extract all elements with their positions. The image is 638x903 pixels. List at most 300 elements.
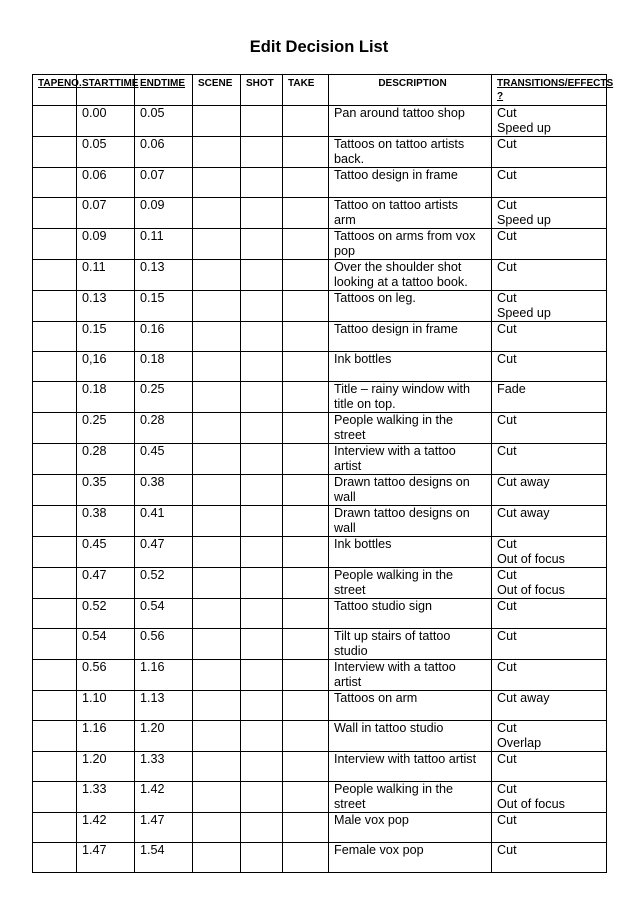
cell-description-line: People walking in the [334, 568, 454, 582]
cell-description [329, 106, 492, 137]
cell-transitions-effects-line: Out of focus [497, 797, 565, 811]
cell-description [329, 843, 492, 873]
cell-scene [193, 168, 241, 198]
cell-transitions-effects-line: Overlap [497, 736, 542, 750]
cell-scene [193, 599, 241, 629]
column-header-transitions-effects [492, 75, 614, 106]
cell-shot [241, 352, 283, 382]
cell-transitions-effects [492, 475, 607, 506]
cell-start-time: 1.42 [77, 813, 135, 843]
cell-shot [241, 843, 283, 873]
cell-take [283, 475, 329, 506]
table-row [33, 168, 607, 198]
cell-tape-no [33, 444, 77, 475]
table-row [33, 782, 607, 813]
cell-transitions-effects-line: Cut [497, 537, 517, 551]
cell-description-line: Title – rainy window with [334, 382, 471, 396]
table-row [33, 537, 607, 568]
cell-transitions-effects-line: Cut [497, 106, 517, 120]
cell-tape-no [33, 198, 77, 229]
table-row [33, 260, 607, 291]
cell-transitions-effects [492, 506, 607, 537]
cell-transitions-effects-line: Fade [497, 382, 526, 396]
cell-description-line: Drawn tattoo designs on [334, 506, 470, 520]
cell-description-line: Tilt up stairs of tattoo [334, 629, 451, 643]
cell-take [283, 629, 329, 660]
cell-start-time: 0.07 [77, 198, 135, 229]
header-line: SHOT [246, 78, 274, 89]
cell-description [329, 599, 492, 629]
cell-description-line: Ink bottles [334, 537, 392, 551]
cell-tape-no [33, 382, 77, 413]
column-header-end-time [135, 75, 193, 106]
cell-transitions-effects [492, 813, 607, 843]
cell-transitions-effects [492, 291, 607, 322]
cell-description-line: Tattoos on leg. [334, 291, 416, 305]
cell-tape-no [33, 137, 77, 168]
cell-shot [241, 599, 283, 629]
cell-scene [193, 106, 241, 137]
cell-description [329, 322, 492, 352]
cell-description [329, 813, 492, 843]
cell-transitions-effects-line: Out of focus [497, 583, 565, 597]
cell-end-time: 0.52 [135, 568, 193, 599]
cell-transitions-effects-line: Cut [497, 444, 517, 458]
cell-transitions-effects [492, 537, 607, 568]
cell-take [283, 444, 329, 475]
cell-tape-no [33, 106, 77, 137]
cell-shot [241, 660, 283, 691]
cell-description-line: looking at a tattoo book. [334, 275, 468, 289]
column-header-description [329, 75, 492, 106]
cell-transitions-effects-line: Speed up [497, 121, 551, 135]
cell-scene [193, 752, 241, 782]
cell-tape-no [33, 291, 77, 322]
table-row [33, 691, 607, 721]
cell-transitions-effects-line: Out of focus [497, 552, 565, 566]
cell-scene [193, 782, 241, 813]
cell-transitions-effects [492, 444, 607, 475]
cell-description [329, 291, 492, 322]
cell-transitions-effects-line: Cut [497, 413, 517, 427]
cell-end-time: 0.06 [135, 137, 193, 168]
cell-tape-no [33, 260, 77, 291]
cell-description [329, 352, 492, 382]
cell-transitions-effects-line: Cut [497, 229, 517, 243]
cell-start-time: 0,16 [77, 352, 135, 382]
cell-tape-no [33, 813, 77, 843]
cell-transitions-effects [492, 691, 607, 721]
cell-transitions-effects-line: Cut [497, 782, 517, 796]
cell-start-time: 0.18 [77, 382, 135, 413]
header-line: TIME [161, 78, 186, 89]
cell-shot [241, 229, 283, 260]
cell-take [283, 691, 329, 721]
cell-transitions-effects-line: Cut [497, 629, 517, 643]
cell-take [283, 322, 329, 352]
cell-transitions-effects [492, 382, 607, 413]
cell-take [283, 843, 329, 873]
header-row [33, 75, 607, 106]
cell-start-time: 0.56 [77, 660, 135, 691]
header-line: TAKE [288, 78, 315, 89]
cell-description [329, 721, 492, 752]
cell-scene [193, 813, 241, 843]
cell-end-time: 1.42 [135, 782, 193, 813]
cell-take [283, 260, 329, 291]
cell-description [329, 260, 492, 291]
cell-description-line: Pan around tattoo shop [334, 106, 465, 120]
cell-start-time: 0.11 [77, 260, 135, 291]
cell-transitions-effects-line: Speed up [497, 213, 551, 227]
cell-tape-no [33, 322, 77, 352]
cell-transitions-effects-line: Cut [497, 752, 517, 766]
cell-start-time: 0.54 [77, 629, 135, 660]
cell-start-time: 1.33 [77, 782, 135, 813]
cell-transitions-effects-line: Cut away [497, 475, 550, 489]
cell-scene [193, 229, 241, 260]
header-line: TAPE [38, 78, 64, 89]
cell-description-line: Tattoos on arm [334, 691, 418, 705]
cell-take [283, 106, 329, 137]
cell-transitions-effects [492, 137, 607, 168]
table-row [33, 106, 607, 137]
cell-description [329, 444, 492, 475]
cell-description-line: Tattoo studio sign [334, 599, 433, 613]
cell-transitions-effects [492, 721, 607, 752]
page-title: Edit Decision List [249, 38, 389, 56]
cell-description-line: arm [334, 213, 356, 227]
table-row [33, 813, 607, 843]
cell-end-time: 0.47 [135, 537, 193, 568]
cell-transitions-effects-line: Cut [497, 813, 517, 827]
cell-transitions-effects-line: Cut [497, 168, 517, 182]
cell-take [283, 291, 329, 322]
cell-tape-no [33, 691, 77, 721]
header-line: EFFECTS ? [497, 78, 614, 102]
table-row [33, 322, 607, 352]
table-row [33, 413, 607, 444]
cell-description-line: Tattoo design in frame [334, 322, 458, 336]
cell-tape-no [33, 843, 77, 873]
cell-end-time: 0.25 [135, 382, 193, 413]
table-row [33, 660, 607, 691]
table-row [33, 291, 607, 322]
cell-end-time: 0.56 [135, 629, 193, 660]
cell-tape-no [33, 475, 77, 506]
cell-transitions-effects-line: Cut [497, 260, 517, 274]
cell-start-time: 1.20 [77, 752, 135, 782]
cell-scene [193, 843, 241, 873]
table-row [33, 137, 607, 168]
edit-decision-table [32, 74, 614, 873]
cell-transitions-effects [492, 660, 607, 691]
cell-tape-no [33, 413, 77, 444]
cell-start-time: 1.16 [77, 721, 135, 752]
cell-shot [241, 721, 283, 752]
cell-shot [241, 506, 283, 537]
cell-description [329, 660, 492, 691]
cell-description [329, 413, 492, 444]
cell-transitions-effects [492, 568, 607, 599]
cell-shot [241, 260, 283, 291]
cell-end-time: 0.09 [135, 198, 193, 229]
cell-transitions-effects [492, 322, 607, 352]
cell-transitions-effects [492, 599, 607, 629]
cell-shot [241, 568, 283, 599]
cell-description-line: wall [334, 521, 356, 535]
table-row [33, 444, 607, 475]
cell-scene [193, 629, 241, 660]
table-body [33, 106, 607, 873]
cell-shot [241, 106, 283, 137]
cell-transitions-effects-line: Cut [497, 660, 517, 674]
cell-description-line: Ink bottles [334, 352, 392, 366]
cell-scene [193, 382, 241, 413]
table-header [33, 75, 614, 106]
cell-shot [241, 691, 283, 721]
cell-scene [193, 413, 241, 444]
cell-description-line: Tattoo design in frame [334, 168, 458, 182]
cell-description-line: Interview with tattoo artist [334, 752, 477, 766]
cell-description-line: Male vox pop [334, 813, 409, 827]
cell-take [283, 229, 329, 260]
cell-transitions-effects [492, 168, 607, 198]
cell-shot [241, 782, 283, 813]
table-row [33, 629, 607, 660]
cell-description-line: Interview with a tattoo [334, 660, 456, 674]
cell-shot [241, 629, 283, 660]
cell-take [283, 137, 329, 168]
cell-description-line: Drawn tattoo designs on [334, 475, 470, 489]
cell-take [283, 198, 329, 229]
cell-take [283, 782, 329, 813]
column-header-tape-no [33, 75, 82, 106]
cell-description [329, 137, 492, 168]
cell-shot [241, 291, 283, 322]
cell-start-time: 0.05 [77, 137, 135, 168]
cell-scene [193, 568, 241, 599]
cell-description-line: Interview with a tattoo [334, 444, 456, 458]
cell-transitions-effects [492, 413, 607, 444]
cell-start-time: 0.09 [77, 229, 135, 260]
cell-description-line: Female vox pop [334, 843, 424, 857]
table-row [33, 721, 607, 752]
cell-start-time: 0.45 [77, 537, 135, 568]
header-line: NO. [63, 78, 82, 89]
cell-transitions-effects-line: Cut [497, 198, 517, 212]
cell-transitions-effects-line: Speed up [497, 306, 551, 320]
cell-end-time: 0.15 [135, 291, 193, 322]
cell-scene [193, 660, 241, 691]
cell-tape-no [33, 752, 77, 782]
cell-tape-no [33, 721, 77, 752]
cell-transitions-effects-line: Cut [497, 599, 517, 613]
cell-transitions-effects [492, 229, 607, 260]
cell-start-time: 0.52 [77, 599, 135, 629]
cell-scene [193, 198, 241, 229]
cell-take [283, 599, 329, 629]
cell-end-time: 0.05 [135, 106, 193, 137]
column-header-start-time [77, 75, 139, 106]
cell-transitions-effects [492, 782, 607, 813]
cell-description [329, 229, 492, 260]
cell-shot [241, 813, 283, 843]
cell-start-time: 0.25 [77, 413, 135, 444]
column-header-scene [193, 75, 241, 106]
cell-start-time: 0.28 [77, 444, 135, 475]
cell-transitions-effects-line: Cut [497, 137, 517, 151]
cell-tape-no [33, 229, 77, 260]
cell-transitions-effects-line: Cut [497, 291, 517, 305]
table-row [33, 352, 607, 382]
cell-tape-no [33, 506, 77, 537]
cell-end-time: 0.11 [135, 229, 193, 260]
cell-end-time: 0.28 [135, 413, 193, 444]
cell-take [283, 413, 329, 444]
cell-tape-no [33, 660, 77, 691]
cell-start-time: 0.38 [77, 506, 135, 537]
cell-description-line: Tattoo on tattoo artists [334, 198, 458, 212]
cell-transitions-effects [492, 752, 607, 782]
cell-start-time: 0.35 [77, 475, 135, 506]
cell-tape-no [33, 568, 77, 599]
cell-transitions-effects [492, 106, 607, 137]
cell-tape-no [33, 168, 77, 198]
cell-transitions-effects-line: Cut [497, 568, 517, 582]
cell-description [329, 382, 492, 413]
cell-description [329, 506, 492, 537]
cell-start-time: 1.10 [77, 691, 135, 721]
cell-shot [241, 413, 283, 444]
cell-tape-no [33, 629, 77, 660]
cell-start-time: 0.47 [77, 568, 135, 599]
cell-scene [193, 352, 241, 382]
cell-end-time: 1.13 [135, 691, 193, 721]
cell-take [283, 382, 329, 413]
header-line: SCENE [198, 78, 233, 89]
cell-description-line: studio [334, 644, 368, 658]
table-row [33, 198, 607, 229]
cell-description [329, 629, 492, 660]
cell-take [283, 168, 329, 198]
cell-take [283, 506, 329, 537]
table-row [33, 752, 607, 782]
cell-start-time: 0.06 [77, 168, 135, 198]
cell-transitions-effects [492, 198, 607, 229]
cell-shot [241, 752, 283, 782]
cell-transitions-effects [492, 843, 607, 873]
cell-end-time: 0.38 [135, 475, 193, 506]
cell-shot [241, 322, 283, 352]
cell-description [329, 198, 492, 229]
column-header-take [283, 75, 329, 106]
cell-end-time: 0.45 [135, 444, 193, 475]
cell-description-line: Tattoos on arms from vox [334, 229, 476, 243]
cell-description [329, 752, 492, 782]
cell-description-line: street [334, 428, 366, 442]
header-line: END [140, 78, 162, 89]
cell-start-time: 1.47 [77, 843, 135, 873]
cell-transitions-effects-line: Cut [497, 352, 517, 366]
header-line: DESCRIPTION [378, 78, 447, 89]
cell-description-line: title on top. [334, 397, 396, 411]
cell-description [329, 691, 492, 721]
cell-shot [241, 475, 283, 506]
cell-scene [193, 322, 241, 352]
cell-description-line: People walking in the [334, 782, 454, 796]
cell-end-time: 0.18 [135, 352, 193, 382]
cell-transitions-effects [492, 629, 607, 660]
cell-tape-no [33, 352, 77, 382]
cell-description-line: Over the shoulder shot [334, 260, 462, 274]
cell-description-line: back. [334, 152, 365, 166]
table-row [33, 229, 607, 260]
cell-description [329, 568, 492, 599]
cell-tape-no [33, 782, 77, 813]
cell-scene [193, 506, 241, 537]
cell-take [283, 537, 329, 568]
cell-scene [193, 291, 241, 322]
cell-scene [193, 691, 241, 721]
cell-end-time: 1.20 [135, 721, 193, 752]
cell-shot [241, 444, 283, 475]
cell-description-line: artist [334, 675, 362, 689]
header-line: TIME [114, 78, 139, 89]
cell-start-time: 0.00 [77, 106, 135, 137]
table-row [33, 475, 607, 506]
cell-transitions-effects [492, 260, 607, 291]
cell-description-line: People walking in the [334, 413, 454, 427]
cell-shot [241, 168, 283, 198]
table-row [33, 506, 607, 537]
cell-scene [193, 444, 241, 475]
column-header-shot [241, 75, 283, 106]
cell-transitions-effects-line: Cut [497, 322, 517, 336]
cell-end-time: 0.13 [135, 260, 193, 291]
cell-end-time: 0.07 [135, 168, 193, 198]
cell-shot [241, 537, 283, 568]
cell-end-time: 1.47 [135, 813, 193, 843]
cell-description-line: Tattoos on tattoo artists [334, 137, 465, 151]
cell-transitions-effects-line: Cut away [497, 506, 550, 520]
cell-transitions-effects-line: Cut [497, 843, 517, 857]
cell-description-line: street [334, 583, 366, 597]
cell-description-line: artist [334, 459, 362, 473]
cell-description-line: street [334, 797, 366, 811]
cell-end-time: 1.16 [135, 660, 193, 691]
cell-tape-no [33, 537, 77, 568]
cell-scene [193, 137, 241, 168]
cell-shot [241, 198, 283, 229]
cell-description [329, 475, 492, 506]
cell-tape-no [33, 599, 77, 629]
cell-start-time: 0.13 [77, 291, 135, 322]
cell-transitions-effects-line: Cut [497, 721, 517, 735]
cell-start-time: 0.15 [77, 322, 135, 352]
header-line: START [82, 78, 115, 89]
cell-scene [193, 721, 241, 752]
cell-end-time: 1.33 [135, 752, 193, 782]
cell-take [283, 752, 329, 782]
cell-end-time: 0.54 [135, 599, 193, 629]
cell-take [283, 721, 329, 752]
cell-take [283, 352, 329, 382]
table-row [33, 599, 607, 629]
cell-description [329, 537, 492, 568]
cell-shot [241, 137, 283, 168]
cell-scene [193, 537, 241, 568]
